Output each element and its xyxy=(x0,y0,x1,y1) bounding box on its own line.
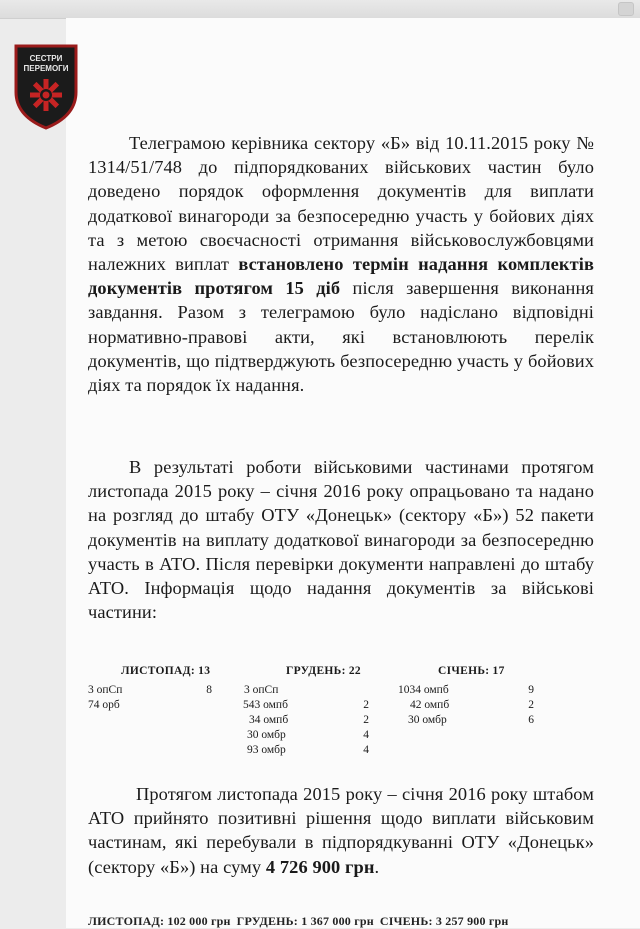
column-header: ЛИСТОПАД: 13 xyxy=(121,665,211,677)
sestry-peremohy-logo-icon xyxy=(10,40,82,132)
column-header: ГРУДЕНЬ: 22 xyxy=(286,665,361,677)
units-table xyxy=(88,664,548,764)
paragraph-telegram: Телеграмою керівника сектору «Б» від 10.11.2015 року № 1314/51/748 до підпорядкованих військових частин було доведено порядок оформлення документів для виплати додаткової винагороди за безпосередню участь у бойових діях та з метою своєчасності отримання військовослужбовцями належних виплат встановлено термін надання комплектів документів протягом 15 діб після завершення виконання завдання. Разом з телеграмою було надіслано відповідні нормативно-правові акти, які встановлюють перелік документів, що підтверджують безпосередню участь у бойових діях та порядок їх надання. xyxy=(88,133,595,396)
table-row: 30 омбр 4 xyxy=(247,729,369,741)
table-row: 93 омбр 4 xyxy=(247,744,369,756)
paragraph-results: В результаті роботи військовими частинами протягом листопада 2015 року – січня 2016 року опрацьовано та надано на розгляд до штабу ОТУ «Донецьк» (сектору «Б») 52 пакети документів на виплату додаткової винагороди за безпосередню участь в АТО. Після перевірки документи направлені до штабу АТО. Інформація щодо надання документів за військові частини: xyxy=(88,457,594,623)
window-control-button[interactable] xyxy=(618,2,634,16)
paragraph-payments: Протягом листопада 2015 року – січня 2016 року штабом АТО прийнято позитивні рішення щодо виплати військовим частинам, які перебували в підпорядкуванні ОТУ «Донецьк» (сектору «Б») на суму 4 726 900 грн. xyxy=(88,784,594,877)
total-january: СІЧЕНЬ: 3 257 900 грн xyxy=(379,914,509,928)
column-header: СІЧЕНЬ: 17 xyxy=(438,665,505,677)
table-row: 3 опСп xyxy=(244,684,279,696)
table-row: 74 орб xyxy=(88,699,120,711)
svg-text:ПЕРЕМОГИ: ПЕРЕМОГИ xyxy=(23,64,69,73)
svg-text:СЕСТРИ: СЕСТРИ xyxy=(29,54,63,63)
table-row: 30 омбр 6 xyxy=(408,714,534,726)
total-november: ЛИСТОПАД: 102 000 грн xyxy=(88,914,231,928)
monthly-totals-line xyxy=(88,914,515,929)
total-december: ГРУДЕНЬ: 1 367 000 грн xyxy=(236,914,374,928)
table-row: 1034 омпб 9 xyxy=(398,684,534,696)
table-row: 34 омпб 2 xyxy=(249,714,369,726)
table-row: 3 опСп 8 xyxy=(88,684,212,696)
table-row: 543 омпб 2 xyxy=(243,699,369,711)
window-top-bar xyxy=(0,0,640,19)
table-row: 42 омпб 2 xyxy=(410,699,534,711)
